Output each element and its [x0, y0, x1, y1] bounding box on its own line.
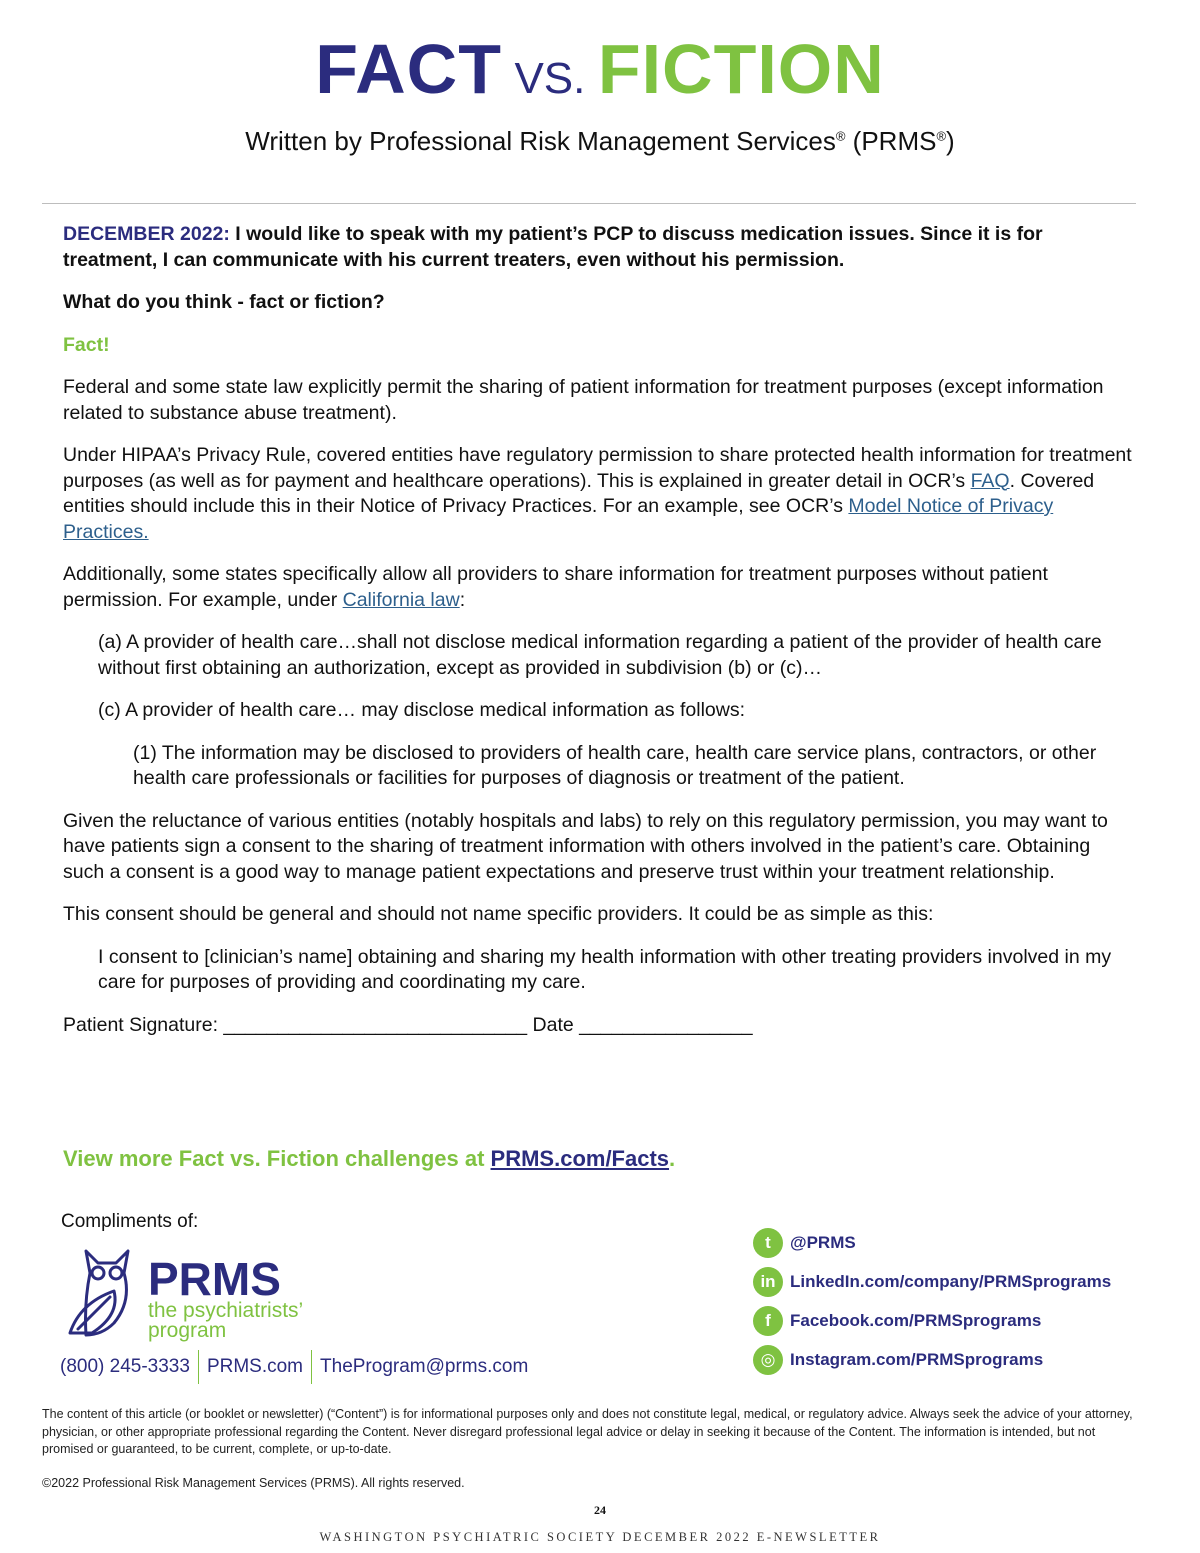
quote-subdivision-a: (a) A provider of health care…shall not disclose medical information regarding a patient of the provider of health care without first obtaining an authorization, except as provided in subdivision (b) or (c)…: [98, 631, 1102, 679]
contact-divider: [198, 1350, 199, 1384]
twitter-icon: t: [753, 1228, 783, 1258]
question-text: I would like to speak with my patient’s PCP to discuss medication issues. Since it is for treatment, I can communicate with his current treaters, even without his permission.: [63, 223, 1043, 271]
compliments-label: Compliments of:: [61, 1211, 199, 1232]
model-notice-link[interactable]: Model Notice of Privacy Practices.: [63, 495, 1054, 543]
paragraph-hipaa: [63, 443, 1133, 545]
subtitle-end: ): [946, 126, 955, 156]
owl-icon: [70, 1251, 128, 1335]
copyright: ©2022 Professional Risk Management Services (PRMS). All rights reserved.: [42, 1476, 465, 1490]
logo-prms-text: PRMS: [148, 1253, 281, 1305]
paragraph-consent-intro: This consent should be general and should not name specific providers. It could be as simple as this:: [63, 903, 934, 925]
cta-line: [63, 1146, 675, 1172]
faq-link[interactable]: FAQ: [970, 469, 1010, 492]
subtitle-text: Written by Professional Risk Management Services: [245, 126, 836, 156]
registered-mark: ®: [835, 128, 846, 144]
facebook-icon: f: [753, 1306, 783, 1336]
header-divider: [42, 203, 1136, 204]
logo-tagline-1: the psychiatrists’: [148, 1299, 304, 1322]
phone-number[interactable]: (800) 245-3333: [60, 1356, 190, 1377]
answer-label: Fact!: [63, 333, 110, 356]
hipaa-text-2: . Covered entities should include this in their Notice of Privacy Practices. For an example, see OCR’s: [63, 469, 1095, 517]
cta-text: View more Fact vs. Fiction challenges at: [63, 1146, 491, 1171]
page-title: [0, 30, 1200, 108]
quote-subdivision-c: (c) A provider of health care… may disclose medical information as follows:: [98, 699, 746, 721]
title-vs: VS.: [514, 54, 586, 103]
instagram-icon: ◎: [753, 1345, 783, 1375]
paragraph-federal-law: Federal and some state law explicitly permit the sharing of patient information for treatment purposes (except information related to substance abuse treatment).: [63, 376, 1104, 424]
hipaa-text-1: Under HIPAA’s Privacy Rule, covered entities have regulatory permission to share protected health information for treatment purposes (as well as for payment and healthcare operations). This is explained in greater detail in OCR’s: [63, 444, 1132, 492]
social-links: [753, 1227, 1173, 1383]
prms-logo: [58, 1243, 318, 1343]
signature-line: Patient Signature: ____________________________ Date ________________: [63, 1013, 753, 1036]
contact-divider: [311, 1350, 312, 1384]
registered-mark: ®: [936, 128, 947, 144]
cta-end: .: [669, 1146, 676, 1171]
prms-facts-link[interactable]: PRMS.com/Facts: [490, 1146, 670, 1171]
paragraph-states: [63, 562, 1133, 613]
question-date: DECEMBER 2022:: [63, 223, 230, 245]
social-twitter[interactable]: [753, 1227, 1173, 1259]
article-body: [63, 222, 1133, 1055]
page-number: 24: [594, 1503, 606, 1517]
consent-text: I consent to [clinician’s name] obtaining and sharing my health information with other treating providers involved in my care for purposes of providing and coordinating my care.: [98, 945, 1112, 993]
social-facebook[interactable]: [753, 1305, 1173, 1337]
subtitle-mid: (PRMS: [845, 126, 937, 156]
email-link[interactable]: TheProgram@prms.com: [320, 1356, 529, 1377]
quote-item-1: (1) The information may be disclosed to providers of health care, health care service plans, contractors, or other health care professionals or facilities for purposes of diagnosis or treatment of the patient.: [133, 741, 1097, 789]
social-linkedin[interactable]: [753, 1266, 1173, 1298]
social-label: LinkedIn.com/company/PRMSprograms: [790, 1272, 1112, 1291]
social-label: @PRMS: [790, 1233, 856, 1252]
social-label: Instagram.com/PRMSprograms: [790, 1350, 1044, 1369]
disclaimer: The content of this article (or booklet or newsletter) (“Content”) is for informational purposes only and does not constitute legal, medical, or regulatory advice. Always seek the advice of your attorney, physician, or other appropriate professional regarding the Content. Never disregard professional legal advice or delay in seeking it because of the Content. The information is intended, but not promised or guaranteed, to be current, complete, or up-to-date.: [42, 1407, 1133, 1456]
social-label: Facebook.com/PRMSprograms: [790, 1311, 1042, 1330]
question: [63, 222, 1133, 273]
linkedin-icon: in: [753, 1267, 783, 1297]
title-fiction: FICTION: [597, 30, 885, 108]
california-law-link[interactable]: California law: [342, 588, 460, 611]
prompt: What do you think - fact or fiction?: [63, 291, 385, 313]
states-text-1: Additionally, some states specifically allow all providers to share information for treatment purposes without patient permission. For example, under: [63, 563, 1048, 611]
title-fact: FACT: [315, 30, 502, 108]
newsletter-footer: WASHINGTON PSYCHIATRIC SOCIETY DECEMBER 2022 E-NEWSLETTER: [319, 1530, 881, 1544]
paragraph-reluctance: Given the reluctance of various entities (notably hospitals and labs) to rely on this regulatory permission, you may want to have patients sign a consent to the sharing of treatment information with others involved in the patient’s care. Obtaining such a consent is a good way to manage patient expectations and preserve trust within your treatment relationship.: [63, 809, 1108, 883]
logo-tagline-2: program: [148, 1319, 227, 1342]
website-link[interactable]: PRMS.com: [206, 1356, 304, 1377]
states-text-2: :: [459, 588, 466, 611]
subtitle: [0, 126, 1200, 157]
social-instagram[interactable]: [753, 1344, 1173, 1376]
contact-bar: [60, 1350, 528, 1384]
